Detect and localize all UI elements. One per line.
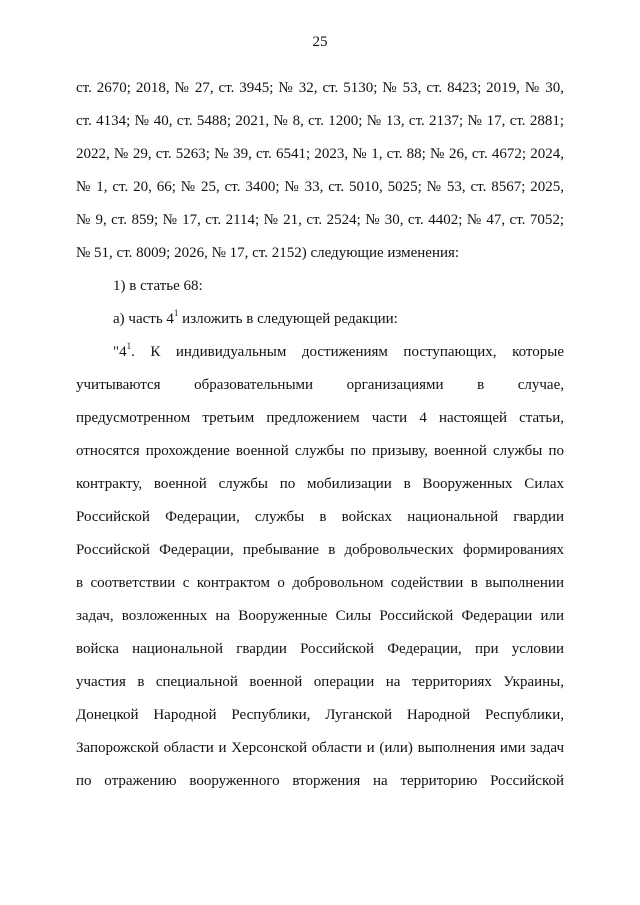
quote-line-2: предусмотренном третьим предложением части 4 настоящей статьи, [76, 410, 564, 426]
quote-line-1: учитываются образовательными организациями в случае, [76, 377, 564, 393]
text-line-1: ст. 2670; 2018, № 27, ст. 3945; № 32, ст. 5130; № 53, ст. 8423; 2019, № 30, [76, 80, 564, 96]
quote-line-12: Запорожской области и Херсонской области и (или) выполнения ими задач [76, 740, 564, 756]
quote-line-3: относятся прохождение военной службы по призыву, военной службы по [76, 443, 564, 459]
quote-line-5: Российской Федерации, службы в войсках национальной гвардии [76, 509, 564, 525]
item-a-superscript: 1 [173, 308, 179, 318]
quote-superscript: 1 [126, 341, 132, 351]
quote-line-13: по отражению вооруженного вторжения на территорию Российской [76, 773, 564, 789]
item-a-heading [76, 303, 564, 336]
quote-first-text: . К индивидуальным достижениям поступающих, которые [131, 344, 564, 360]
text-line-2: ст. 4134; № 40, ст. 5488; 2021, № 8, ст. 1200; № 13, ст. 2137; № 17, ст. 2881; [76, 113, 564, 129]
quote-first-line [76, 336, 564, 369]
quote-line-6: Российской Федерации, пребывание в добровольческих формированиях [76, 542, 564, 558]
page-number: 25 [312, 34, 328, 50]
quote-line-10: участия в специальной военной операции на территориях Украины, [76, 674, 564, 690]
text-line-3: 2022, № 29, ст. 5263; № 39, ст. 6541; 2023, № 1, ст. 88; № 26, ст. 4672; 2024, [76, 146, 564, 162]
document-body [76, 72, 564, 798]
quote-line-11: Донецкой Народной Республики, Луганской Народной Республики, [76, 707, 564, 723]
text-line-6: № 51, ст. 8009; 2026, № 17, ст. 2152) следующие изменения: [76, 245, 460, 261]
quote-line-8: задач, возложенных на Вооруженные Силы Российской Федерации или [76, 608, 564, 624]
text-line-5: № 9, ст. 859; № 17, ст. 2114; № 21, ст. 2524; № 30, ст. 4402; № 47, ст. 7052; [76, 212, 564, 228]
item-a-after: изложить в следующей редакции: [178, 311, 398, 327]
quote-line-9: войска национальной гвардии Российской Федерации, при условии [76, 641, 564, 657]
quote-line-7: в соответствии с контрактом о добровольном содействии в выполнении [76, 575, 564, 591]
item-a-before: а) часть 4 [113, 311, 174, 327]
item-1-heading: 1) в статье 68: [113, 278, 203, 294]
quote-line-4: контракту, военной службы по мобилизации в Вооруженных Силах [76, 476, 564, 492]
text-line-4: № 1, ст. 20, 66; № 25, ст. 3400; № 33, ст. 5010, 5025; № 53, ст. 8567; 2025, [76, 179, 564, 195]
quote-open: "4 [113, 344, 127, 360]
